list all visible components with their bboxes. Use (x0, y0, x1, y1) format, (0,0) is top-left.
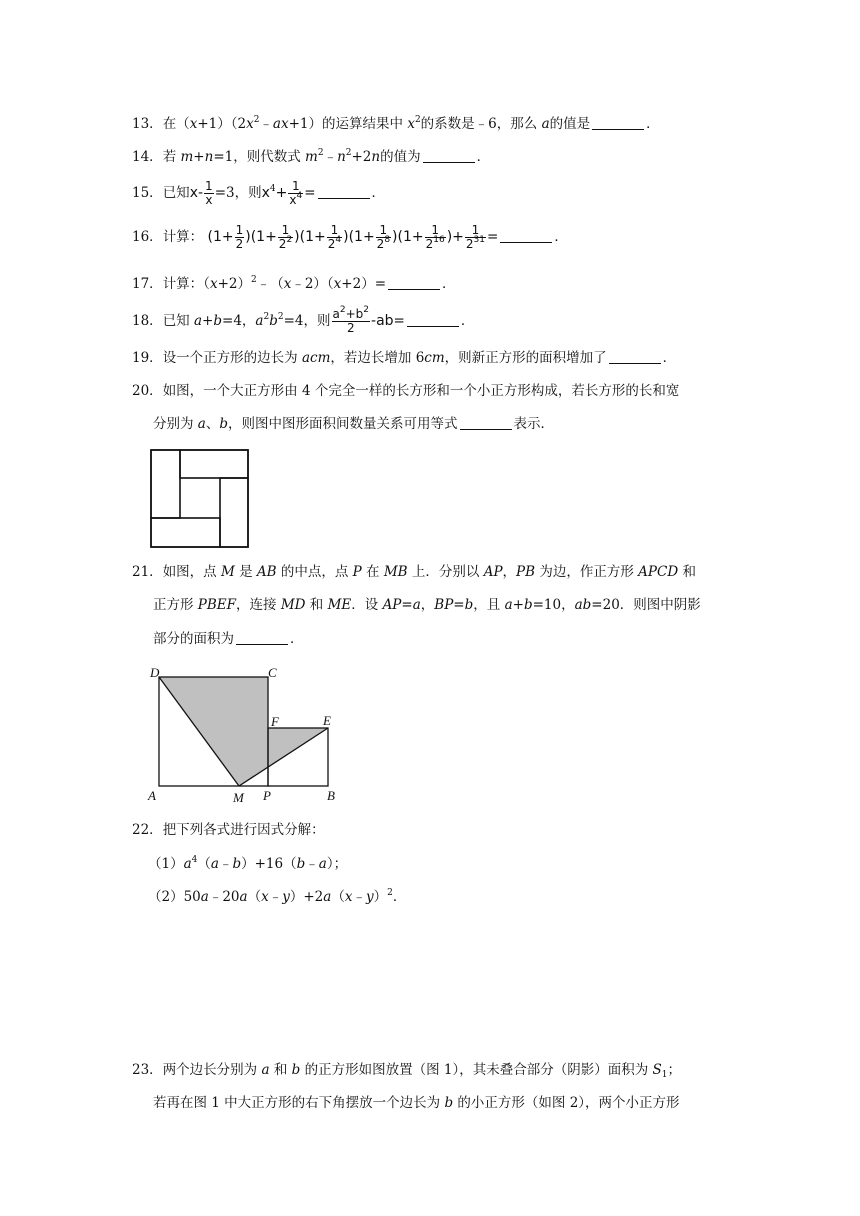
question-21-line-2: 正方形 PBEF，连接 MD 和 ME．设 AP=a，BP=b，且 a+b=10，ab=20．则图中阴影 (153, 597, 701, 613)
fraction-1-over-x4: $\frac{1}{x^4}$ (289, 179, 303, 207)
fraction-1-over-x: $\frac{1}{x}$ (205, 179, 213, 207)
question-20-line-2: 分别为 a、b，则图中图形面积间数量关系可用等式 表示． (153, 416, 555, 432)
question-21-line-3: 部分的面积为 ． (153, 631, 304, 647)
question-23-line-2: 若再在图 1 中大正方形的右下角摆放一个边长为 b 的小正方形（如图 2），两个小正方形 (153, 1095, 680, 1111)
question-22-part-2: （2）50a﹣20a（x﹣y）+2a（x﹣y）$^2$． (148, 888, 407, 905)
answer-blank[interactable] (423, 148, 475, 163)
fraction-a2-plus-b2-over-2: $\frac{a^2+b^2}{2}$ (332, 305, 370, 335)
rectangle-right (220, 478, 248, 547)
fraction: $\frac{1}{2^{31}}$ (465, 223, 485, 251)
label-f: F (271, 714, 279, 729)
fraction: $\frac{1}{2^4}$ (327, 223, 342, 251)
question-20: 20．如图，一个大正方形由 4 个完全一样的长方形和一个小正方形构成，若长方形的长和宽 (132, 383, 680, 399)
question-22-part-1: $(1)a^4(a﹣b)+16(b﹣a)$； (148, 855, 348, 872)
fraction: $\frac{1}{2^8}$ (376, 223, 391, 251)
rectangle-top (180, 450, 248, 478)
geometry-figure-svg (142, 662, 352, 807)
question-19: 19．设一个正方形的边长为 acm，若边长增加 6cm，则新正方形的面积增加了 ． (132, 350, 677, 366)
square-figure-svg (150, 449, 250, 549)
question-14: 14．若 m+n=1，则代数式 $m^2﹣n^2+2n$的值为 ． (132, 148, 491, 165)
answer-blank[interactable] (460, 415, 512, 430)
figure-squares-shaded (142, 662, 352, 811)
answer-blank[interactable] (388, 275, 440, 290)
shaded-region (159, 677, 328, 786)
answer-blank[interactable] (609, 349, 661, 364)
question-22: 22．把下列各式进行因式分解： (132, 822, 325, 838)
question-21: 21．如图，点 M 是 AB 的中点，点 P 在 MB 上．分别以 AP，PB 为边，作正方形 APCD 和 (132, 564, 696, 580)
label-p: P (263, 788, 271, 803)
question-23: 23．两个边长分别为 a 和 b 的正方形如图放置（图 1），其未叠合部分（阴影）面积为 $S_1$； (132, 1062, 681, 1080)
answer-blank[interactable] (236, 630, 288, 645)
fraction: $\frac{1}{2^{16}}$ (425, 223, 445, 251)
fraction: $\frac{1}{2}$ (235, 223, 244, 251)
label-m: M (233, 790, 244, 805)
rectangle-left (151, 450, 180, 518)
answer-blank[interactable] (407, 312, 459, 327)
label-d: D (150, 665, 160, 680)
question-18: 18．已知 a+b=4，$a^2b^2=4$，则 $\frac{a^2+b^2}{2}$ -ab= ． (132, 305, 475, 335)
answer-blank[interactable] (318, 184, 370, 199)
answer-blank[interactable] (592, 115, 644, 130)
outer-square (151, 450, 248, 547)
label-b: B (327, 788, 335, 803)
label-a: A (148, 788, 156, 803)
label-e: E (323, 713, 331, 728)
question-13: 13．在$(x+1)(2x^2﹣ax+1)$的运算结果中 $x^2$的系数是﹣6，那么 a的值是 ． (132, 115, 660, 132)
question-15: 15．已知x- $\frac{1}{x}$ =3，则$x^4+$ $\frac{1}{x^4}$ = ． (132, 179, 386, 207)
question-16: 16．计算： (1+ $\frac{1}{2}$ )(1+ $\frac{1}{2^2}$ )(1+ $\frac{1}{2^4}$ )(1+ $\frac{1}{2^8}$ )(1+ $\frac{1}{2^{16}}$ )+ $\frac{1}{2^{31}}$ = ． (132, 223, 568, 251)
figure-square-rectangles (150, 449, 250, 553)
fraction: $\frac{1}{2^2}$ (278, 223, 293, 251)
label-c: C (268, 665, 277, 680)
question-17: 17．计算：$(x+2)^2﹣(x﹣2)(x+2)=$ ． (132, 275, 456, 292)
rectangle-bottom (151, 518, 220, 547)
answer-blank[interactable] (500, 228, 552, 243)
